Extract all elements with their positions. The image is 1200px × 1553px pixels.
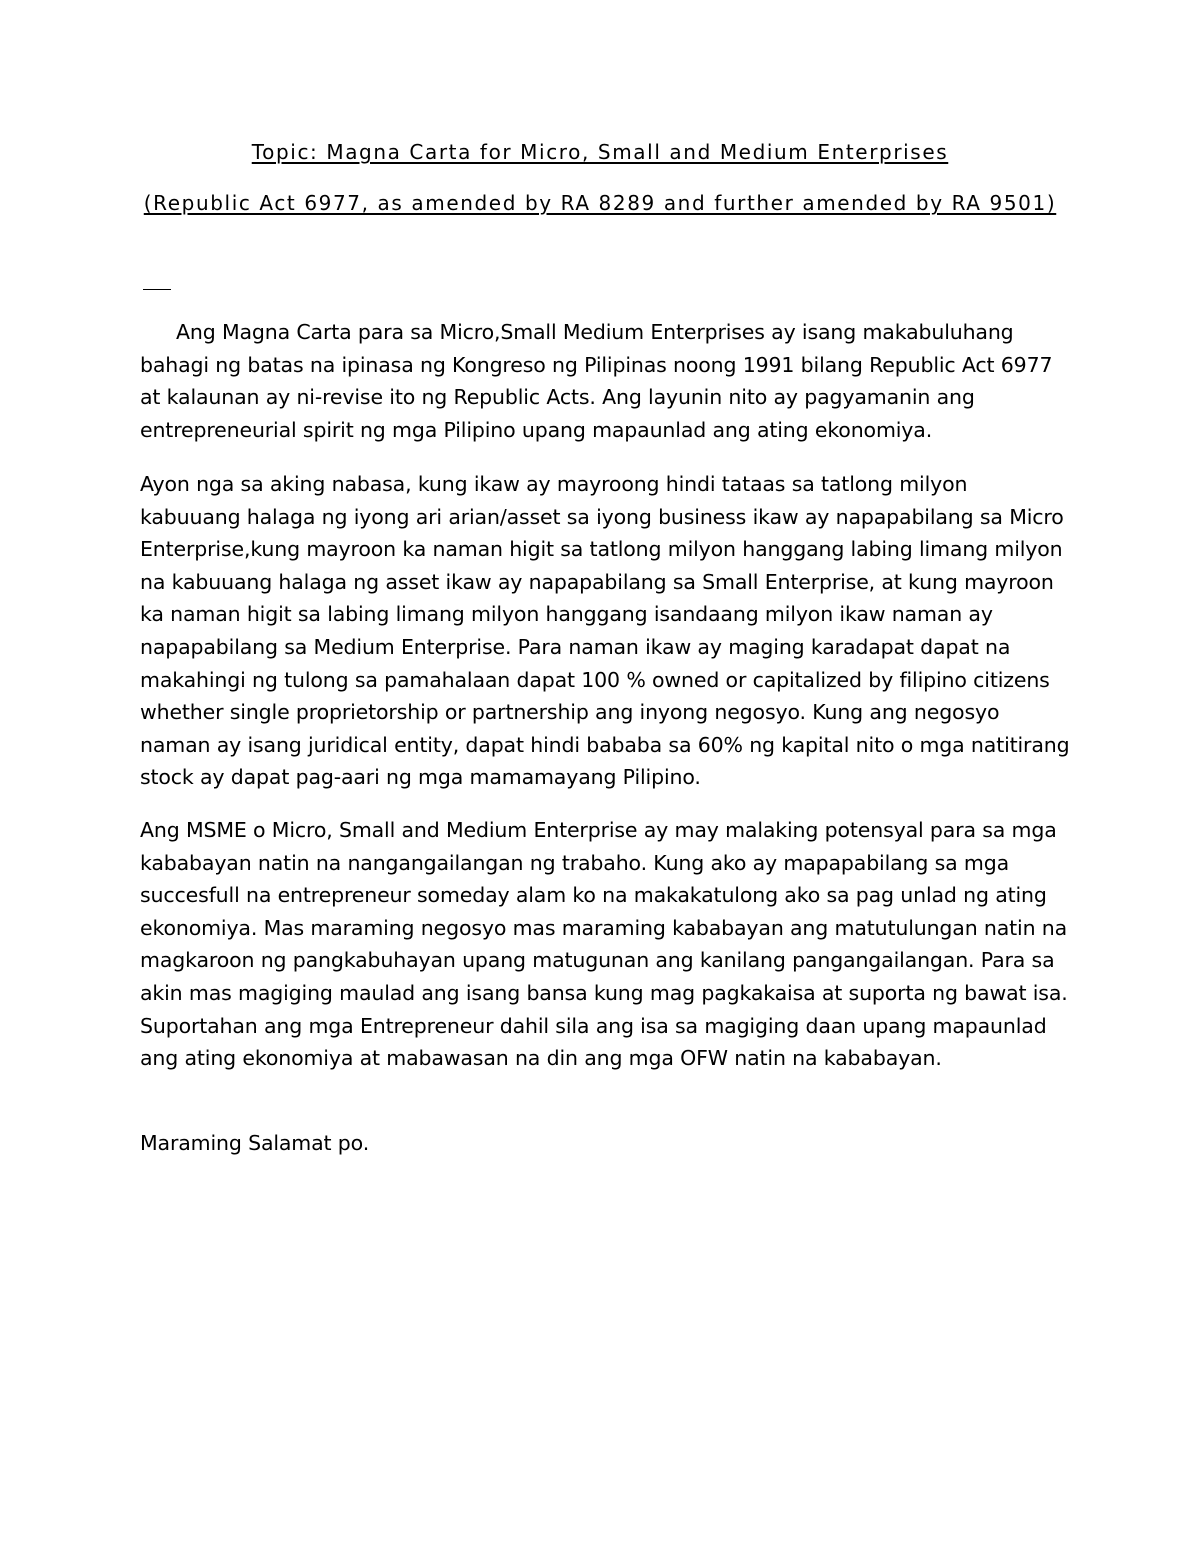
paragraph-msme-potential: Ang MSME o Micro, Small and Medium Enterprise ay may malaking potensyal para sa mga kababayan natin na nangangailangan ng trabaho. Kung ako ay mapapabilang sa mga succesfull na entrepreneur someday alam ko na makakatulong ako sa pag unlad ng ating ekonomiya. Mas maraming negosyo mas maraming kababayan ang matutulungan natin na magkaroon ng pangkabuhayan upang matugunan ang kanilang pangangailangan. Para sa akin mas magiging maulad ang isang bansa kung mag pagkakaisa at suporta ng bawat isa. Suportahan ang mga Entrepreneur dahil sila ang isa sa magiging daan upang mapaunlad ang ating ekonomiya at mabawasan na din ang mga OFW natin na kababayan. <box>140 818 1068 1071</box>
paragraph-enterprise-classification: Ayon nga sa aking nabasa, kung ikaw ay mayroong hindi tataas sa tatlong milyon kabuuang halaga ng iyong ari arian/asset sa iyong business ikaw ay napapabilang sa Micro Enterprise,kung mayroon ka naman higit sa tatlong milyon hanggang labing limang milyon na kabuuang halaga ng asset ikaw ay napapabilang sa Small Enterprise, at kung mayroon ka naman higit sa labing limang milyon hanggang isandaang milyon ikaw naman ay napapabilang sa Medium Enterprise. Para naman ikaw ay maging karadapat dapat na makahingi ng tulong sa pamahalaan dapat 100 % owned or capitalized by filipino citizens whether single proprietorship or partnership ang inyong negosyo. Kung ang negosyo naman ay isang juridical entity, dapat hindi bababa sa 60% ng kapital nito o mga natitirang stock ay dapat pag-aari ng mga mamamayang Pilipino. <box>140 472 1070 790</box>
republic-act-subtitle: (Republic Act 6977, as amended by RA 8289 and further amended by RA 9501) <box>143 191 1057 215</box>
paragraph-closing: Maraming Salamat po. <box>140 1131 370 1155</box>
topic-title: Topic: Magna Carta for Micro, Small and Medium Enterprises <box>251 140 949 164</box>
short-divider-line <box>143 289 171 290</box>
paragraph-introduction: Ang Magna Carta para sa Micro,Small Medium Enterprises ay isang makabuluhang bahagi ng batas na ipinasa ng Kongreso ng Pilipinas noong 1991 bilang Republic Act 6977 at kalaunan ay ni-revise ito ng Republic Acts. Ang layunin nito ay pagyamanin ang entrepreneurial spirit ng mga Pilipino upang mapaunlad ang ating ekonomiya. <box>140 320 1053 442</box>
